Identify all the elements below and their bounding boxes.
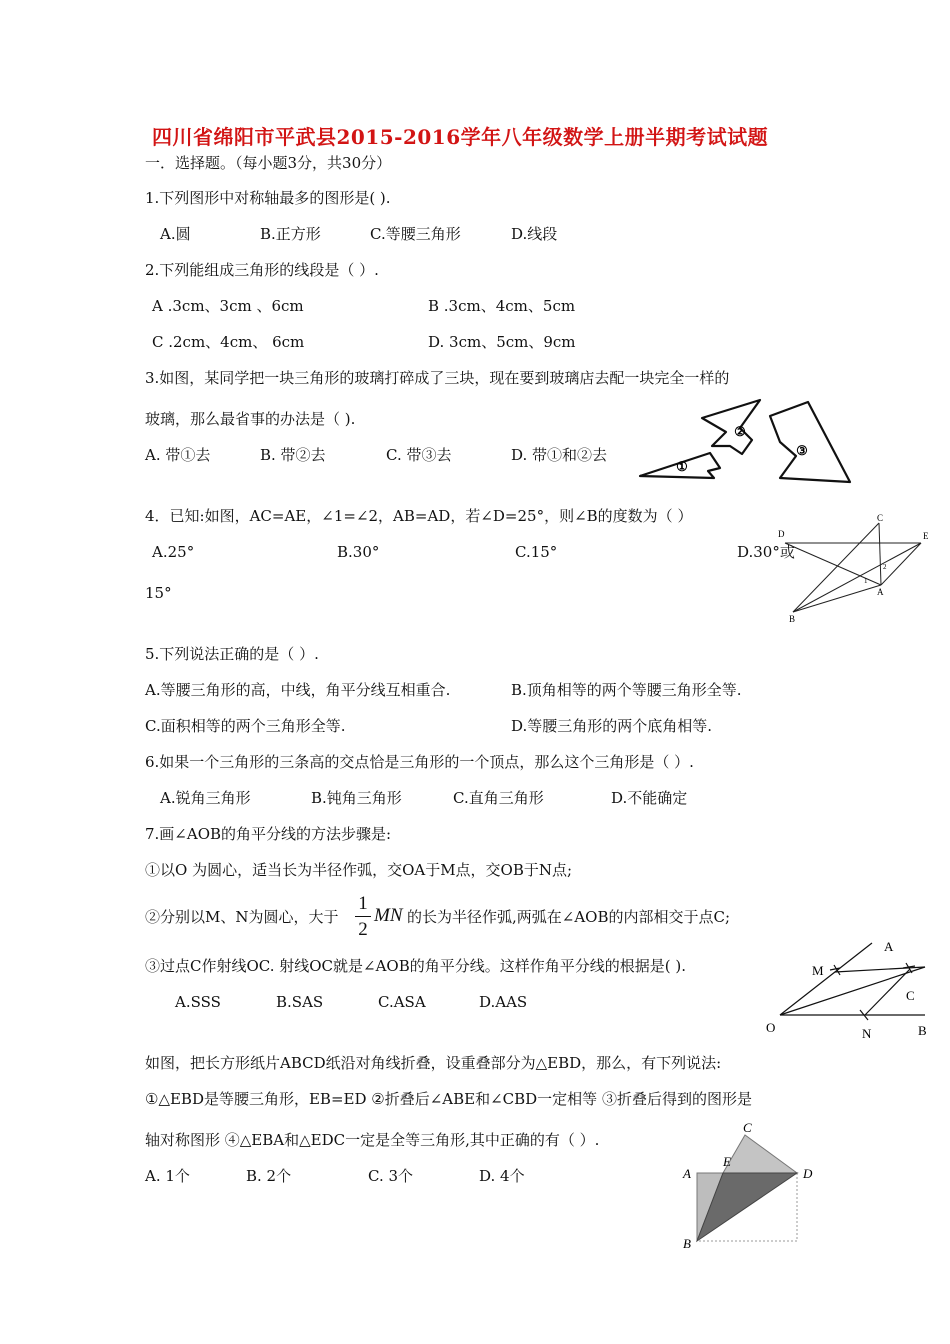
q2-option-d: D. 3cm、5cm、9cm (428, 333, 576, 351)
q4-option-b: B.30° (337, 543, 380, 561)
svg-text:A: A (683, 1166, 691, 1181)
svg-text:N: N (862, 1026, 872, 1041)
q1-option-c: C.等腰三角形 (370, 225, 461, 243)
fraction-numerator: 1 (358, 893, 368, 914)
q3-option-a: A. 带①去 (145, 446, 211, 464)
q3-stem-line2: 玻璃，那么最省事的办法是（ ). (145, 410, 356, 428)
svg-text:B: B (789, 614, 796, 624)
fraction-denominator: 2 (358, 919, 368, 940)
q2-option-b: B .3cm、4cm、5cm (428, 297, 576, 315)
piece-label-3: ③ (796, 444, 808, 459)
q4-option-a: A.25° (152, 543, 195, 561)
q4-triangles-figure (775, 515, 935, 625)
q7-angle-bisector-figure (760, 935, 940, 1045)
piece-label-1: ① (676, 460, 688, 475)
q1-option-b: B.正方形 (260, 225, 321, 243)
q7-stem: 7.画∠AOB的角平分线的方法步骤是: (145, 825, 392, 843)
q3-option-c: C. 带③去 (386, 446, 452, 464)
q3-option-b: B. 带②去 (260, 446, 326, 464)
q3-broken-glass-figure (630, 398, 860, 490)
q8-option-b: B. 2个 (246, 1167, 292, 1185)
q7-step-2-suffix: 的长为半径作弧,两弧在∠AOB的内部相交于点C; (407, 908, 731, 926)
q7-option-a: A.SSS (175, 993, 221, 1011)
piece-label-2: ② (734, 425, 746, 440)
svg-text:E: E (923, 531, 929, 541)
svg-text:B: B (918, 1023, 927, 1038)
q5-option-d: D.等腰三角形的两个底角相等. (511, 717, 713, 735)
q3-option-d: D. 带①和②去 (511, 446, 608, 464)
q4-stem: 4．已知:如图，AC=AE，∠1=∠2，AB=AD，若∠D=25°，则∠B的度数为（ ） (145, 507, 693, 525)
q8-folded-rectangle-figure (675, 1118, 825, 1254)
q7-option-c: C.ASA (378, 993, 426, 1011)
q4-option-d-continued: 15° (145, 584, 172, 602)
q8-stem-line1: 如图，把长方形纸片ABCD纸沿对角线折叠，设重叠部分为△EBD，那么，有下列说法: (145, 1054, 722, 1072)
q7-step-3: ③过点C作射线OC. 射线OC就是∠AOB的角平分线。这样作角平分线的根据是( ). (145, 957, 686, 975)
q5-stem: 5.下列说法正确的是（ ）. (145, 645, 319, 663)
q6-option-c: C.直角三角形 (453, 789, 544, 807)
svg-text:C: C (877, 513, 884, 523)
q1-stem: 1.下列图形中对称轴最多的图形是( ). (145, 189, 391, 207)
svg-text:C: C (743, 1120, 752, 1135)
q6-stem: 6.如果一个三角形的三条高的交点恰是三角形的一个顶点，那么这个三角形是（ ）. (145, 753, 694, 771)
glass-piece-3 (770, 402, 850, 482)
q8-option-a: A. 1个 (145, 1167, 190, 1185)
svg-text:O: O (766, 1020, 776, 1035)
q1-option-d: D.线段 (511, 225, 558, 243)
svg-text:M: M (812, 963, 824, 978)
q8-option-c: C. 3个 (368, 1167, 414, 1185)
q2-option-a: A .3cm、3cm 、6cm (152, 297, 304, 315)
q4-option-c: C.15° (515, 543, 558, 561)
q5-option-b: B.顶角相等的两个等腰三角形全等. (511, 681, 742, 699)
svg-text:A: A (877, 587, 884, 597)
svg-text:1: 1 (864, 577, 868, 585)
q8-stem-line2: ①△EBD是等腰三角形，EB=ED ②折叠后∠ABE和∠CBD一定相等 ③折叠后得到的图形是 (145, 1090, 752, 1108)
q8-option-d: D. 4个 (479, 1167, 525, 1185)
svg-text:D: D (778, 529, 785, 539)
q7-option-d: D.AAS (479, 993, 528, 1011)
q7-step-2-prefix: ②分别以M、N为圆心，大于 (145, 908, 339, 926)
q7-step-1: ①以O 为圆心，适当长为半径作弧，交OA于M点，交OB于N点; (145, 861, 573, 879)
q8-stem-line3: 轴对称图形 ④△EBA和△EDC一定是全等三角形,其中正确的有（ ）. (145, 1131, 600, 1149)
q4-option-d: D.30°或 (737, 543, 795, 561)
q3-stem-line1: 3.如图，某同学把一块三角形的玻璃打碎成了三块，现在要到玻璃店去配一块完全一样的 (145, 369, 730, 387)
segment-mn: MN (374, 905, 403, 926)
svg-text:D: D (803, 1166, 813, 1181)
q2-option-c: C .2cm、4cm、 6cm (152, 333, 305, 351)
q5-option-c: C.面积相等的两个三角形全等. (145, 717, 346, 735)
svg-text:E: E (723, 1154, 731, 1169)
fraction-bar (355, 916, 371, 917)
svg-text:2: 2 (883, 563, 887, 571)
svg-text:B: B (683, 1236, 691, 1251)
page-title: 四川省绵阳市平武县2015-2016学年八年级数学上册半期考试试题 (152, 125, 769, 149)
q1-option-a: A.圆 (160, 225, 191, 243)
q6-option-d: D.不能确定 (611, 789, 688, 807)
svg-text:A: A (884, 939, 894, 954)
q2-stem: 2.下列能组成三角形的线段是（ ）. (145, 261, 379, 279)
q6-option-b: B.钝角三角形 (311, 789, 402, 807)
svg-text:C: C (906, 988, 915, 1003)
q7-option-b: B.SAS (276, 993, 324, 1011)
section-heading: 一．选择题。（每小题3分，共30分） (145, 154, 392, 172)
glass-piece-2 (702, 400, 760, 454)
q6-option-a: A.锐角三角形 (160, 789, 251, 807)
q5-option-a: A.等腰三角形的高，中线，角平分线互相重合. (145, 681, 451, 699)
